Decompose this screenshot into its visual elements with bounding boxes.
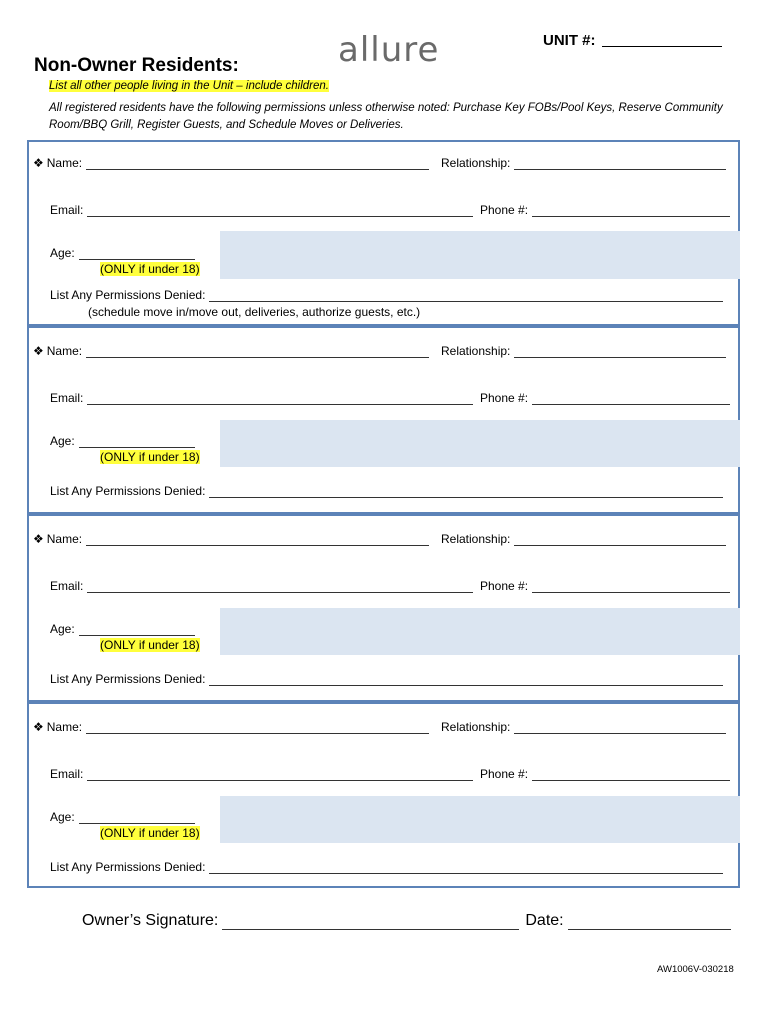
- relationship-field[interactable]: [514, 533, 726, 546]
- email-field[interactable]: [87, 392, 473, 405]
- email-label: Email:: [50, 203, 84, 217]
- instruction-highlight: List all other people living in the Unit – include children.: [49, 80, 329, 92]
- name-field[interactable]: [86, 157, 429, 170]
- age-row: [50, 810, 195, 824]
- unit-input-line[interactable]: [602, 32, 722, 47]
- name-label: Name:: [46, 720, 83, 734]
- resident-block-4: [27, 702, 740, 888]
- permissions-field[interactable]: [209, 485, 723, 498]
- age-note: (ONLY if under 18): [100, 826, 200, 840]
- age-field[interactable]: [79, 435, 195, 448]
- phone-row: [480, 767, 730, 781]
- relationship-row: [441, 156, 726, 170]
- name-row: [33, 156, 429, 170]
- bullet-icon: ❖: [33, 344, 44, 358]
- phone-field[interactable]: [532, 204, 730, 217]
- relationship-row: [441, 720, 726, 734]
- email-row: [50, 767, 473, 781]
- shaded-area: [220, 420, 740, 467]
- phone-label: Phone #:: [480, 767, 529, 781]
- email-label: Email:: [50, 391, 84, 405]
- relationship-row: [441, 532, 726, 546]
- phone-label: Phone #:: [480, 391, 529, 405]
- phone-field[interactable]: [532, 392, 730, 405]
- shaded-area: [220, 608, 740, 655]
- resident-block-1: [27, 140, 740, 326]
- permissions-hint: (schedule move in/move out, deliveries, authorize guests, etc.): [88, 305, 421, 319]
- email-field[interactable]: [87, 768, 473, 781]
- relationship-label: Relationship:: [441, 344, 511, 358]
- name-field[interactable]: [86, 345, 429, 358]
- shaded-area: [220, 231, 740, 279]
- name-row: [33, 344, 429, 358]
- date-field[interactable]: [568, 913, 731, 930]
- bullet-icon: ❖: [33, 532, 44, 546]
- resident-block-2: [27, 326, 740, 514]
- relationship-field[interactable]: [514, 157, 726, 170]
- phone-field[interactable]: [532, 580, 730, 593]
- name-row: [33, 532, 429, 546]
- age-note: (ONLY if under 18): [100, 638, 200, 652]
- form-code: AW1006V-030218: [657, 964, 734, 975]
- permissions-field[interactable]: [209, 673, 723, 686]
- permissions-row: [50, 288, 723, 302]
- unit-label: UNIT #:: [543, 32, 596, 49]
- age-label: Age:: [50, 810, 75, 824]
- relationship-label: Relationship:: [441, 532, 511, 546]
- email-field[interactable]: [87, 204, 473, 217]
- permissions-label: List Any Permissions Denied:: [50, 288, 206, 302]
- email-field[interactable]: [87, 580, 473, 593]
- bullet-icon: ❖: [33, 156, 44, 170]
- permissions-row: [50, 860, 723, 874]
- permissions-label: List Any Permissions Denied:: [50, 860, 206, 874]
- age-label: Age:: [50, 622, 75, 636]
- name-label: Name:: [46, 156, 83, 170]
- phone-field[interactable]: [532, 768, 730, 781]
- relationship-field[interactable]: [514, 721, 726, 734]
- signature-row: [82, 912, 731, 930]
- allure-logo: allure: [338, 30, 440, 70]
- shaded-area: [220, 796, 740, 843]
- permissions-row: [50, 672, 723, 686]
- bullet-icon: ❖: [33, 720, 44, 734]
- permissions-label: List Any Permissions Denied:: [50, 672, 206, 686]
- age-note: (ONLY if under 18): [100, 450, 200, 464]
- age-label: Age:: [50, 246, 75, 260]
- resident-block-3: [27, 514, 740, 702]
- owner-signature-label: Owner’s Signature:: [82, 912, 219, 929]
- email-row: [50, 391, 473, 405]
- phone-row: [480, 579, 730, 593]
- relationship-field[interactable]: [514, 345, 726, 358]
- email-row: [50, 579, 473, 593]
- date-label: Date:: [525, 912, 564, 929]
- age-label: Age:: [50, 434, 75, 448]
- phone-label: Phone #:: [480, 203, 529, 217]
- page-title: Non-Owner Residents:: [34, 55, 239, 76]
- age-field[interactable]: [79, 811, 195, 824]
- name-row: [33, 720, 429, 734]
- age-row: [50, 246, 195, 260]
- age-row: [50, 622, 195, 636]
- owner-signature-field[interactable]: [222, 913, 519, 930]
- name-label: Name:: [46, 532, 83, 546]
- permissions-label: List Any Permissions Denied:: [50, 484, 206, 498]
- age-field[interactable]: [79, 247, 195, 260]
- name-label: Name:: [46, 344, 83, 358]
- permissions-row: [50, 484, 723, 498]
- unit-number-field: [543, 32, 722, 49]
- phone-row: [480, 391, 730, 405]
- relationship-label: Relationship:: [441, 156, 511, 170]
- relationship-label: Relationship:: [441, 720, 511, 734]
- permissions-field[interactable]: [209, 861, 723, 874]
- email-label: Email:: [50, 579, 84, 593]
- name-field[interactable]: [86, 721, 429, 734]
- relationship-row: [441, 344, 726, 358]
- instruction-permissions: All registered residents have the following permissions unless otherwise noted: Purchase Key FOBs/Pool Keys, Reserve Community Room/BBQ Grill, Register Guests, and Schedule Moves or Deliveries.: [49, 102, 723, 131]
- permissions-field[interactable]: [209, 289, 723, 302]
- age-field[interactable]: [79, 623, 195, 636]
- age-row: [50, 434, 195, 448]
- email-label: Email:: [50, 767, 84, 781]
- phone-label: Phone #:: [480, 579, 529, 593]
- phone-row: [480, 203, 730, 217]
- name-field[interactable]: [86, 533, 429, 546]
- age-note: (ONLY if under 18): [100, 262, 200, 276]
- email-row: [50, 203, 473, 217]
